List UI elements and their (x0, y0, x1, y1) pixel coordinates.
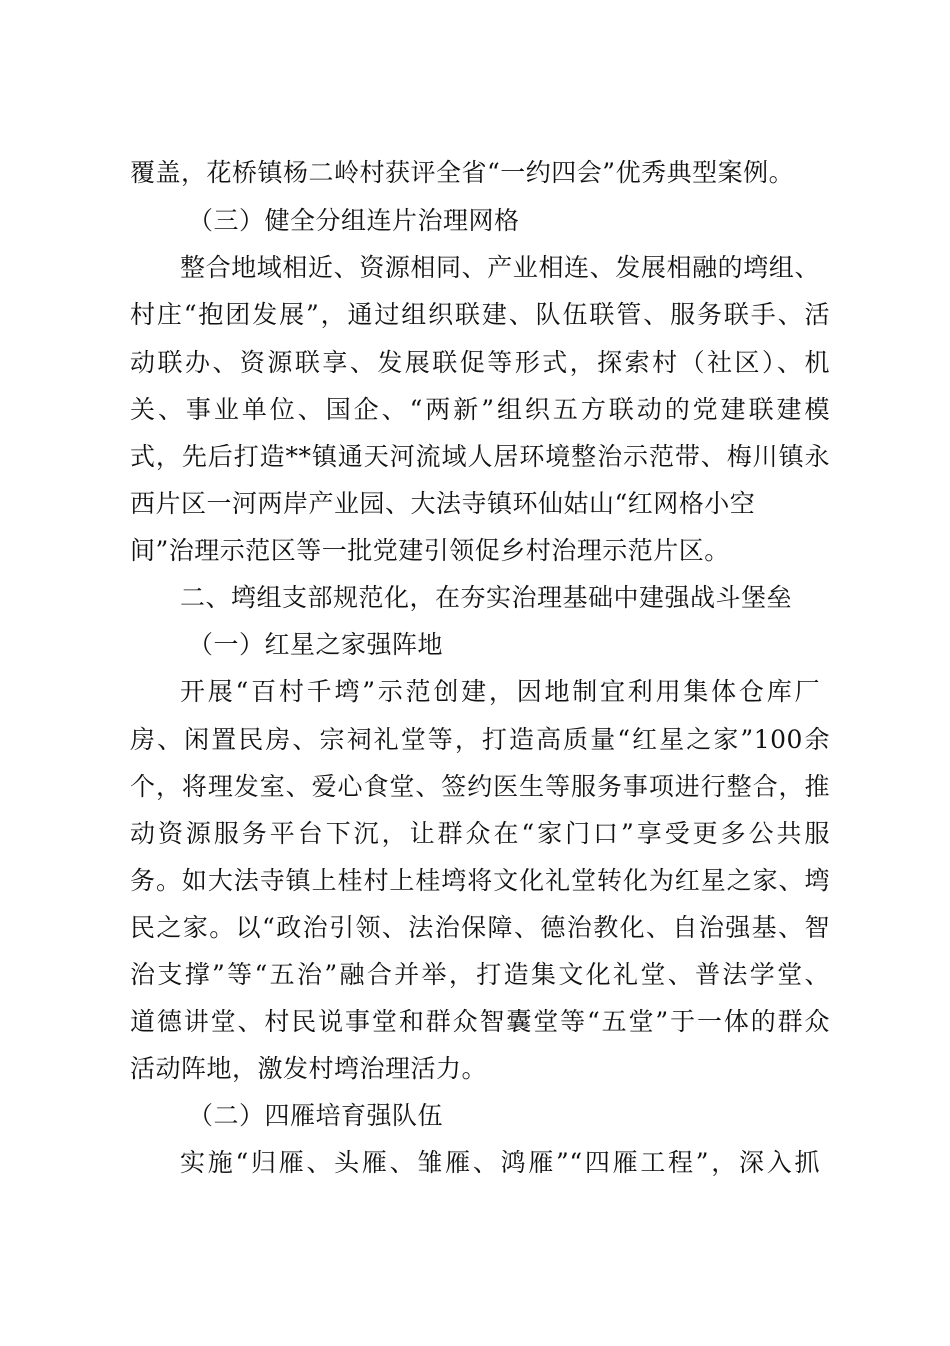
text-line: 个，将理发室、爱心食堂、签约医生等服务事项进行整合，推 (130, 772, 830, 801)
chapter-heading: 二、塆组支部规范化，在夯实治理基础中建强战斗堡垒 (180, 583, 793, 612)
text-line: 西片区一河两岸产业园、大法寺镇环仙姑山“红网格小空 (130, 489, 756, 518)
text-line: 动资源服务平台下沉，让群众在“家门口”享受更多公共服 (130, 819, 830, 848)
paragraph-first-line: 整合地域相近、资源相同、产业相连、发展相融的塆组、 (180, 253, 820, 282)
text-line: 民之家。以“政治引领、法治保障、德治教化、自治强基、智 (130, 913, 830, 942)
section-heading: （一）红星之家强阵地 (188, 630, 444, 659)
text-line: 治支撑”等“五治”融合并举，打造集文化礼堂、普法学堂、 (130, 960, 830, 989)
section-heading: （二）四雁培育强队伍 (188, 1101, 444, 1130)
text-line: 村庄“抱团发展”，通过组织联建、队伍联管、服务联手、活 (130, 300, 830, 329)
text-line: 动联办、资源联享、发展联促等形式，探索村（社区）、机 (130, 348, 830, 377)
section-heading: （三）健全分组连片治理网格 (188, 206, 520, 235)
paragraph-first-line: 实施“归雁、头雁、雏雁、鸿雁”“四雁工程”，深入抓 (180, 1148, 820, 1177)
text-line: 关、事业单位、国企、“两新”组织五方联动的党建联建模 (130, 395, 830, 424)
text-line: 式，先后打造**镇通天河流域人居环境整治示范带、梅川镇永 (130, 442, 830, 471)
text-line: 覆盖，花桥镇杨二岭村获评全省“一约四会”优秀典型案例。 (130, 158, 795, 187)
text-line: 房、闲置民房、宗祠礼堂等，打造高质量“红星之家”100余 (130, 725, 830, 754)
text-line: 道德讲堂、村民说事堂和群众智囊堂等“五堂”于一体的群众 (130, 1007, 830, 1036)
text-line: 活动阵地，激发村塆治理活力。 (130, 1054, 488, 1083)
paragraph-first-line: 开展“百村千塆”示范创建，因地制宜利用集体仓库厂 (180, 677, 820, 706)
text-line: 务。如大法寺镇上桂村上桂塆将文化礼堂转化为红星之家、塆 (130, 866, 830, 895)
text-line: 间”治理示范区等一批党建引领促乡村治理示范片区。 (130, 536, 730, 565)
